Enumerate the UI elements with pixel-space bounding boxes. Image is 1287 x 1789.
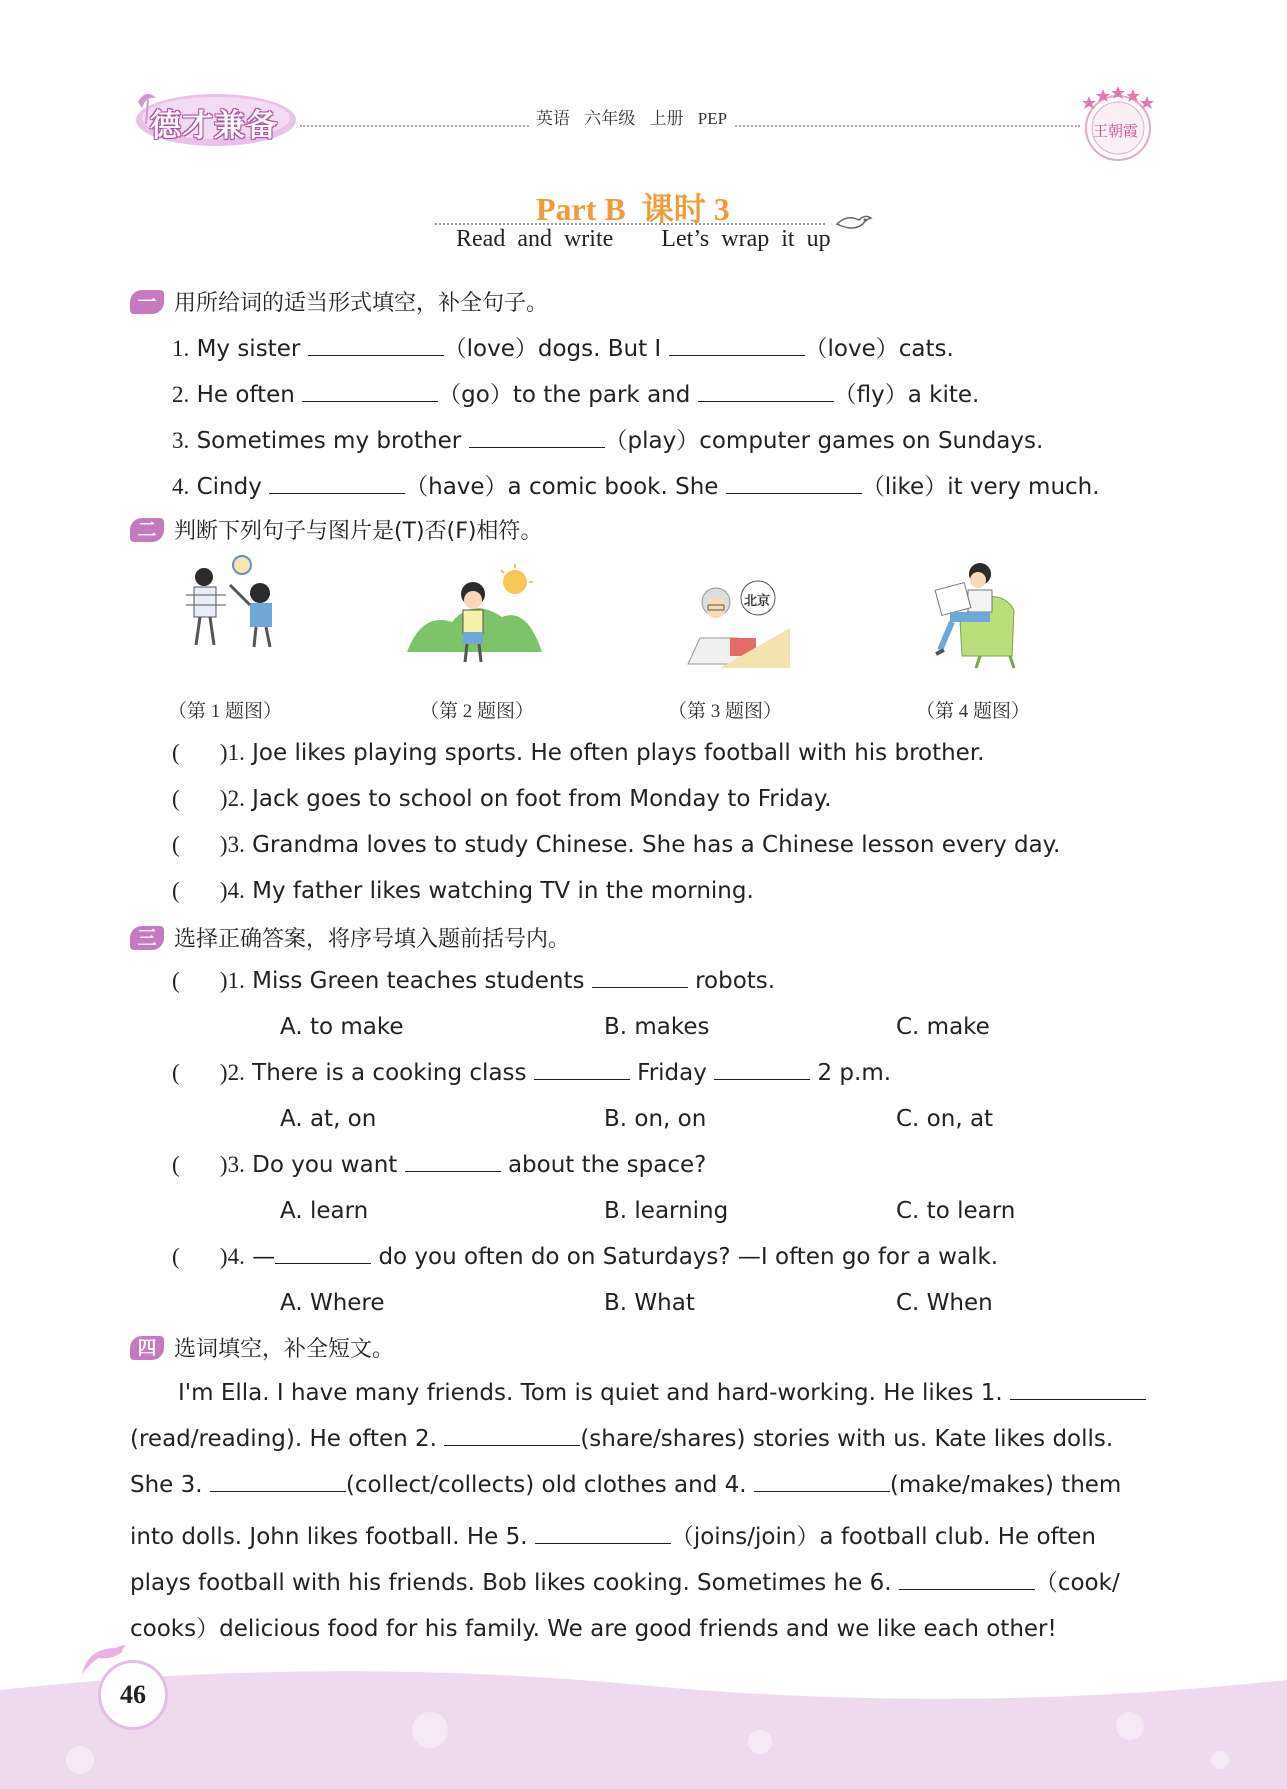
passage-line-3: She 3. (collect/collects) old clothes and 4. (make/makes) them	[130, 1472, 1122, 1498]
passage-line-5: plays football with his friends. Bob likes cooking. Sometimes he 6. （cook/	[130, 1570, 1120, 1596]
picture-2-caption: （第 2 题图）	[420, 701, 535, 722]
answer-parens[interactable]: ( )	[172, 878, 228, 903]
answer-blank[interactable]	[469, 446, 605, 448]
section-4-instruction: 选词填空，补全短文。	[174, 1337, 395, 1362]
answer-parens[interactable]: ( )	[172, 968, 228, 993]
picture-4-caption: （第 4 题图）	[916, 701, 1031, 722]
page-number: 46	[98, 1660, 168, 1730]
passage-line-6: cooks）delicious food for his family. We are good friends and we like each other!	[130, 1616, 1057, 1642]
picture-1-caption: （第 1 题图）	[168, 701, 283, 722]
answer-parens[interactable]: ( )	[172, 1060, 228, 1085]
s3-question-2: ( )2. There is a cooking class Friday 2 p.m.	[172, 1060, 892, 1086]
answer-blank[interactable]	[534, 1078, 630, 1080]
section-2-badge: 二	[130, 518, 164, 542]
answer-blank[interactable]	[308, 354, 444, 356]
s3-question-4: ( )4. — do you often do on Saturdays? —I often go for a walk.	[172, 1244, 999, 1270]
title-divider	[435, 223, 825, 225]
answer-blank[interactable]	[275, 1262, 371, 1264]
s2-item-1: ( )1. Joe likes playing sports. He often plays football with his brother.	[172, 740, 985, 766]
picture-3-grandma-studying	[680, 578, 790, 673]
section-1-instruction: 用所给词的适当形式填空，补全句子。	[174, 291, 549, 316]
s3-q2-option-c: C. on, at	[896, 1106, 994, 1132]
passage-line-1: I'm Ella. I have many friends. Tom is quiet and hard-working. He likes 1.	[178, 1380, 1146, 1406]
answer-blank[interactable]	[210, 1490, 346, 1492]
book-info: 英语 六年级 上册 PEP	[530, 104, 733, 129]
s3-question-3: ( )3. Do you want about the space?	[172, 1152, 707, 1178]
answer-blank[interactable]	[535, 1542, 671, 1544]
passage-line-2: (read/reading). He often 2. (share/shares) stories with us. Kate likes dolls.	[130, 1426, 1114, 1452]
answer-parens[interactable]: ( )	[172, 1244, 228, 1269]
s1-item-2: 2. He often （go）to the park and （fly）a kite.	[172, 382, 980, 408]
s2-item-2: ( )2. Jack goes to school on foot from Monday to Friday.	[172, 786, 832, 812]
bird-icon	[835, 210, 875, 236]
brand-logo-text: 德才兼备	[150, 108, 278, 144]
s3-q4-option-c: C. When	[896, 1290, 993, 1316]
s1-item-3: 3. Sometimes my brother （play）computer games on Sundays.	[172, 428, 1044, 454]
s2-item-4: ( )4. My father likes watching TV in the morning.	[172, 878, 754, 904]
answer-blank[interactable]	[754, 1490, 890, 1492]
s3-q2-option-b: B. on, on	[604, 1106, 707, 1132]
picture-3-caption: （第 3 题图）	[668, 701, 783, 722]
answer-parens[interactable]: ( )	[172, 740, 228, 765]
answer-blank[interactable]	[405, 1170, 501, 1172]
answer-parens[interactable]: ( )	[172, 832, 228, 857]
s2-item-3: ( )3. Grandma loves to study Chinese. She has a Chinese lesson every day.	[172, 832, 1061, 858]
answer-blank[interactable]	[444, 1444, 580, 1446]
footer-decoration	[0, 1660, 1287, 1789]
answer-blank[interactable]	[726, 492, 862, 494]
section-4-badge: 四	[130, 1336, 164, 1360]
s3-q4-option-b: B. What	[604, 1290, 695, 1316]
s3-q1-option-a: A. to make	[280, 1014, 404, 1040]
passage-line-4: into dolls. John likes football. He 5. （joins/join）a football club. He often	[130, 1524, 1096, 1550]
s3-q2-option-a: A. at, on	[280, 1106, 377, 1132]
s3-q3-option-a: A. learn	[280, 1198, 369, 1224]
section-2-instruction: 判断下列句子与图片是(T)否(F)相符。	[174, 519, 543, 544]
lesson-subtitle: Read and write Let’s wrap it up	[456, 226, 831, 252]
picture-3-beijing-label: 北京	[744, 594, 771, 609]
section-3-instruction: 选择正确答案，将序号填入题前括号内。	[174, 927, 571, 952]
s1-item-1: 1. My sister （love）dogs. But I （love）cats.	[172, 336, 954, 362]
answer-blank[interactable]	[698, 400, 834, 402]
picture-4-father-reading	[920, 560, 1030, 670]
author-seal-text: 王朝霞	[1093, 122, 1139, 140]
s3-q3-option-c: C. to learn	[896, 1198, 1016, 1224]
section-1-badge: 一	[130, 290, 164, 314]
s3-q3-option-b: B. learning	[604, 1198, 729, 1224]
lesson-title: Part B 课时 3	[536, 191, 730, 227]
picture-2-boy-park	[405, 562, 545, 672]
s1-item-4: 4. Cindy （have）a comic book. She （like）it very much.	[172, 474, 1100, 500]
answer-blank[interactable]	[669, 354, 805, 356]
answer-parens[interactable]: ( )	[172, 1152, 228, 1177]
answer-blank[interactable]	[302, 400, 438, 402]
answer-blank[interactable]	[1010, 1398, 1146, 1400]
s3-q1-option-c: C. make	[896, 1014, 990, 1040]
answer-blank[interactable]	[269, 492, 405, 494]
section-3-badge: 三	[130, 926, 164, 950]
s3-q4-option-a: A. Where	[280, 1290, 385, 1316]
s3-question-1: ( )1. Miss Green teaches students robots.	[172, 968, 776, 994]
answer-blank[interactable]	[592, 986, 688, 988]
answer-blank[interactable]	[714, 1078, 810, 1080]
answer-parens[interactable]: ( )	[172, 786, 228, 811]
answer-blank[interactable]	[899, 1588, 1035, 1590]
picture-1-basketball-boys	[180, 555, 290, 655]
s3-q1-option-b: B. makes	[604, 1014, 710, 1040]
